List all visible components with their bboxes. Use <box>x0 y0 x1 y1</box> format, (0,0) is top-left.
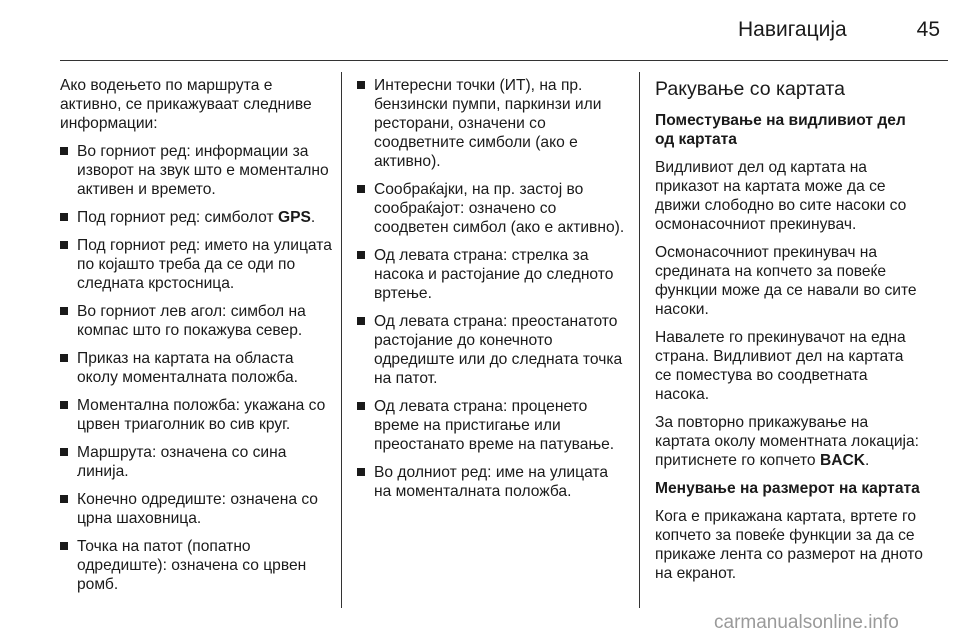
column-divider-2 <box>639 72 640 608</box>
list-item: Точка на патот (попатно одредиште): означена со црвен ромб. <box>60 537 332 594</box>
bullet-icon <box>357 185 365 193</box>
bullet-icon <box>357 317 365 325</box>
list-item: Под горниот ред: симболот GPS. <box>60 208 332 227</box>
list-item: Во горниот лев агол: симбол на компас што го покажува север. <box>60 302 332 340</box>
bullet-icon <box>60 241 68 249</box>
bullet-icon <box>60 213 68 221</box>
bullet-icon <box>60 307 68 315</box>
subsection-title-scroll: Поместување на видливиот дел од картата <box>655 112 906 148</box>
list-item: Интересни точки (ИТ), на пр. бензински пумпи, паркинзи или ресторани, означени со соодветните симболи (ако е активно). <box>357 76 627 171</box>
back-label: BACK <box>819 452 865 469</box>
bullet-icon <box>357 81 365 89</box>
bullet-icon <box>357 402 365 410</box>
bullet-icon <box>60 401 68 409</box>
bullet-icon <box>60 542 68 550</box>
paragraph: Кога е прикажана картата, вртете го копчето за повеќе функции за да се прикаже лента со размерот на дното на екранот. <box>655 508 923 582</box>
paragraph: Видливиот дел од картата на приказот на картата може да се движи слободно во сите насоки со осмонасочниот прекинувач. <box>655 159 907 233</box>
intro-paragraph: Ако водењето по маршрута е активно, се прикажуваат следниве информации: <box>60 77 312 132</box>
bullet-icon <box>357 468 365 476</box>
page-number: 45 <box>916 18 940 41</box>
list-item: Под горниот ред: името на улицата по којашто треба да се оди по следната крстосница. <box>60 236 332 293</box>
list-item: Моментална положба: укажана со црвен триаголник во сив круг. <box>60 396 332 434</box>
bullet-icon <box>60 354 68 362</box>
section-title: Ракување со картата <box>655 78 845 100</box>
page-title: Навигација <box>738 18 847 41</box>
info-list <box>60 142 332 594</box>
paragraph: Навалете го прекинувачот на една страна. Видливиот дел на картата се поместува во соодветната насока. <box>655 329 906 403</box>
column-middle <box>357 76 627 510</box>
column-divider-1 <box>341 72 342 608</box>
list-item: Од левата страна: проценето време на пристигање или преостанато време на патување. <box>357 397 627 454</box>
subsection-title-scale: Менување на размерот на картата <box>655 480 920 497</box>
gps-label: GPS <box>277 209 311 226</box>
column-right <box>655 76 923 592</box>
list-item: Маршрута: означена со сина линија. <box>60 443 332 481</box>
list-item: Во горниот ред: информации за изворот на звук што е моментално активен и времето. <box>60 142 332 199</box>
list-item: Сообраќајки, на пр. застој во сообраќајот: означено со соодветен симбол (ако е активно). <box>357 180 627 237</box>
bullet-icon <box>60 448 68 456</box>
list-item: Од левата страна: преостанатото растојание до конечното одредиште или до следната точка на патот. <box>357 312 627 388</box>
column-left <box>60 76 332 603</box>
bullet-icon <box>357 251 365 259</box>
header-divider <box>60 60 948 61</box>
watermark: carmanualsonline.info <box>714 612 899 633</box>
list-item: Конечно одредиште: означена со црна шаховница. <box>60 490 332 528</box>
list-item: Приказ на картата на областа околу моменталната положба. <box>60 349 332 387</box>
list-item: Од левата страна: стрелка за насока и растојание до следното вртење. <box>357 246 627 303</box>
paragraph: Осмонасочниот прекинувач на средината на копчето за повеќе функции може да се навали во сите насоки. <box>655 244 917 318</box>
info-list-continued <box>357 76 627 501</box>
bullet-icon <box>60 147 68 155</box>
bullet-icon <box>60 495 68 503</box>
list-item: Во долниот ред: име на улицата на моменталната положба. <box>357 463 627 501</box>
paragraph: За повторно прикажување на картата околу моментната локација: притиснете го копчето BACK. <box>655 414 920 469</box>
